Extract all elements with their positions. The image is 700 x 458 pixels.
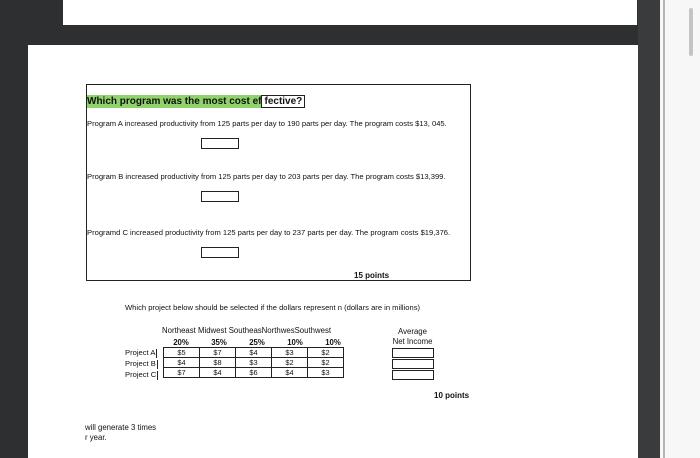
program-a-text: Program A increased productivity from 125 parts per day to 190 parts per day. The program costs $13, 045.: [87, 119, 447, 128]
left-dark-margin: [0, 0, 28, 458]
table-row: [164, 368, 344, 378]
truncated-text-line-2: r year.: [85, 433, 107, 442]
table-cell: $6: [236, 368, 272, 378]
scrollbar-divider: [663, 0, 665, 458]
percent-northeast: 20%: [173, 338, 189, 347]
table-cell: $2: [308, 358, 344, 368]
scrollbar-thumb[interactable]: [689, 8, 693, 56]
program-a-answer-field[interactable]: [201, 138, 239, 149]
project-a-average-field[interactable]: [392, 348, 434, 358]
table-cell: $8: [200, 358, 236, 368]
question-1-points: 15 points: [354, 271, 390, 280]
table-cell: $4: [200, 368, 236, 378]
program-c-text: Programd C increased productivity from 125 parts per day to 237 parts per day. The program costs $19,376.: [87, 228, 451, 237]
percent-northwest: 10%: [287, 338, 303, 347]
region-header: Northeast Midwest SoutheasNorthwesSouthwest: [162, 326, 332, 335]
program-c-answer-field[interactable]: [201, 247, 239, 258]
table-cell: $3: [236, 358, 272, 368]
table-cell: $4: [164, 358, 200, 368]
previous-page-bottom: [63, 0, 637, 25]
project-b-label: Project B: [125, 359, 156, 368]
table-row: [164, 348, 344, 358]
average-label: Average: [398, 327, 427, 336]
program-b-answer-field[interactable]: [201, 191, 239, 202]
table-cell: $4: [272, 368, 308, 378]
net-income-label: Net Income: [392, 337, 433, 346]
percent-midwest: 35%: [211, 338, 227, 347]
right-dark-margin: [638, 0, 660, 458]
scrollbar-track[interactable]: [660, 0, 700, 458]
table-cell: $3: [272, 348, 308, 358]
table-cell: $2: [272, 358, 308, 368]
project-c-average-field[interactable]: [392, 370, 434, 380]
question-2-prompt: Which project below should be selected if the dollars represent n (dollars are in millions): [125, 303, 421, 312]
project-a-label: Project A: [125, 348, 156, 357]
project-b-average-field[interactable]: [392, 359, 434, 369]
project-c-label: Project C: [125, 370, 157, 379]
table-cell: $5: [164, 348, 200, 358]
table-cell: $3: [308, 368, 344, 378]
question-1-title: [87, 95, 305, 109]
table-cell: $7: [200, 348, 236, 358]
title-boxed-text: fective?: [261, 95, 305, 108]
title-highlight: Which program was the most cost ef: [87, 96, 262, 107]
table-cell: $2: [308, 348, 344, 358]
table-row: [164, 358, 344, 368]
truncated-text-line-1: will generate 3 times: [85, 423, 157, 432]
table-cell: $7: [164, 368, 200, 378]
table-cell: $4: [236, 348, 272, 358]
question-2-points: 10 points: [434, 391, 470, 400]
question-1-frame: [86, 84, 471, 281]
percent-southeast: 25%: [249, 338, 265, 347]
project-values-table: [163, 347, 344, 378]
percent-southwest: 10%: [325, 338, 341, 347]
program-b-text: Program B increased productivity from 125 parts per day to 203 parts per day. The program costs $13,399.: [87, 172, 446, 181]
